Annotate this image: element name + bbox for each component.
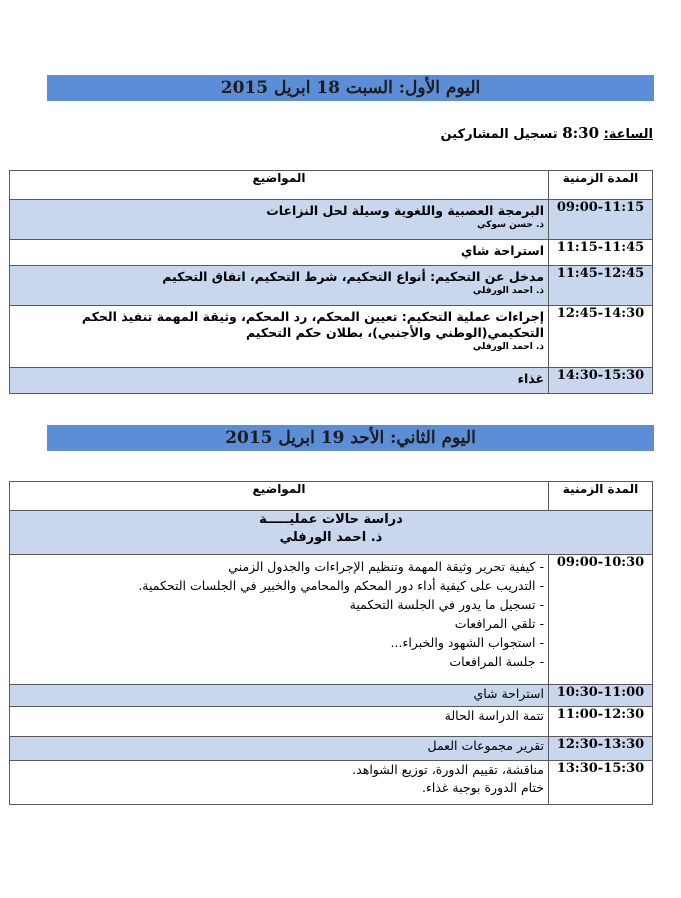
registration-label: الساعة: bbox=[603, 127, 653, 142]
duration-cell: 10:30-11:00 bbox=[549, 685, 653, 707]
table-row bbox=[10, 707, 653, 737]
topic-cell bbox=[10, 240, 549, 266]
table-header-row bbox=[10, 171, 653, 200]
topic-text: استراحة شاي bbox=[473, 686, 544, 701]
speaker-name: ذ. حسن سوكي bbox=[477, 220, 544, 230]
topic-text: تقرير مجموعات العمل bbox=[427, 738, 544, 753]
registration-text: تسجيل المشاركين bbox=[440, 127, 558, 142]
duration-cell: 14:30-15:30 bbox=[549, 368, 653, 394]
list-item: - التدريب على كيفية أداء دور المحكم والمحامي والخبير في الجلسات التحكمية. bbox=[138, 578, 544, 593]
topic-cell bbox=[10, 306, 549, 368]
topic-cell bbox=[10, 200, 549, 240]
topic-cell bbox=[10, 368, 549, 394]
topic-cell bbox=[10, 737, 549, 761]
table-row bbox=[10, 368, 653, 394]
speaker-name: ذ. احمد الورفلي bbox=[472, 286, 544, 296]
duration-header: المدة الزمنية bbox=[549, 171, 653, 200]
topic-text: استراحة شاي bbox=[460, 243, 544, 258]
case-study-row bbox=[10, 511, 653, 555]
session-items-list bbox=[14, 555, 544, 671]
day1-schedule-table bbox=[9, 170, 653, 394]
topic-text: غذاء bbox=[517, 371, 544, 386]
speaker-name: ذ. احمد الورفلي bbox=[472, 342, 544, 352]
table-row bbox=[10, 761, 653, 805]
day1-title: اليوم الأول: السبت 18 ابريل 2015 bbox=[47, 75, 654, 101]
topic-cell bbox=[10, 555, 549, 685]
duration-cell: 11:15-11:45 bbox=[549, 240, 653, 266]
table-row bbox=[10, 200, 653, 240]
registration-time: 8:30 bbox=[562, 124, 600, 142]
topic-text-2: ختام الدورة بوجبة غذاء. bbox=[422, 780, 544, 795]
table-row bbox=[10, 685, 653, 707]
list-item: - تسجيل ما يدور في الجلسة التحكمية bbox=[349, 597, 544, 612]
table-row bbox=[10, 555, 653, 685]
case-study-speaker: ذ. احمد الورفلي bbox=[279, 530, 383, 545]
duration-cell: 09:00-11:15 bbox=[549, 200, 653, 240]
list-item: - تلقي المرافعات bbox=[454, 616, 544, 631]
duration-header: المدة الزمنية bbox=[549, 482, 653, 511]
topics-header: المواضيع bbox=[10, 482, 549, 511]
topic-cell bbox=[10, 266, 549, 306]
topic-cell bbox=[10, 761, 549, 805]
topic-cell bbox=[10, 685, 549, 707]
table-row bbox=[10, 266, 653, 306]
table-header-row bbox=[10, 482, 653, 511]
list-item: - كيفية تحرير وثيقة المهمة وتنظيم الإجراءات والجدول الزمني bbox=[228, 559, 544, 574]
topic-text: تتمة الدراسة الحالة bbox=[444, 708, 544, 723]
duration-cell: 12:45-14:30 bbox=[549, 306, 653, 368]
topic-text: مدخل عن التحكيم: أنواع التحكيم، شرط التحكيم، اتفاق التحكيم bbox=[162, 269, 544, 284]
list-item: - جلسة المرافعات bbox=[449, 654, 544, 669]
table-row bbox=[10, 306, 653, 368]
registration-line bbox=[441, 124, 653, 142]
day2-schedule-table bbox=[9, 481, 653, 805]
list-item: - استجواب الشهود والخبراء... bbox=[390, 635, 544, 650]
duration-cell: 09:00-10:30 bbox=[549, 555, 653, 685]
topic-text: البرمجة العصبية واللغوية وسيلة لحل النزاعات bbox=[266, 203, 544, 218]
duration-cell: 13:30-15:30 bbox=[549, 761, 653, 805]
topic-cell bbox=[10, 707, 549, 737]
day2-title: اليوم الثاني: الأحد 19 ابريل 2015 bbox=[47, 425, 654, 451]
duration-cell: 11:45-12:45 bbox=[549, 266, 653, 306]
topics-header: المواضيع bbox=[10, 171, 549, 200]
topic-text: مناقشة، تقييم الدورة، توزيع الشواهد. bbox=[352, 762, 544, 777]
case-study-title: دراسة حالات عمليـــــة bbox=[259, 512, 403, 527]
table-row bbox=[10, 737, 653, 761]
case-study-cell bbox=[10, 511, 653, 555]
table-row bbox=[10, 240, 653, 266]
duration-cell: 11:00-12:30 bbox=[549, 707, 653, 737]
topic-text: إجراءات عملية التحكيم: تعيين المحكم، رد المحكم، وثيقة المهمة تنفيذ الحكم التحكيمي(الوطني والأجنبي)، بطلان حكم التحكيم bbox=[81, 309, 544, 340]
duration-cell: 12:30-13:30 bbox=[549, 737, 653, 761]
